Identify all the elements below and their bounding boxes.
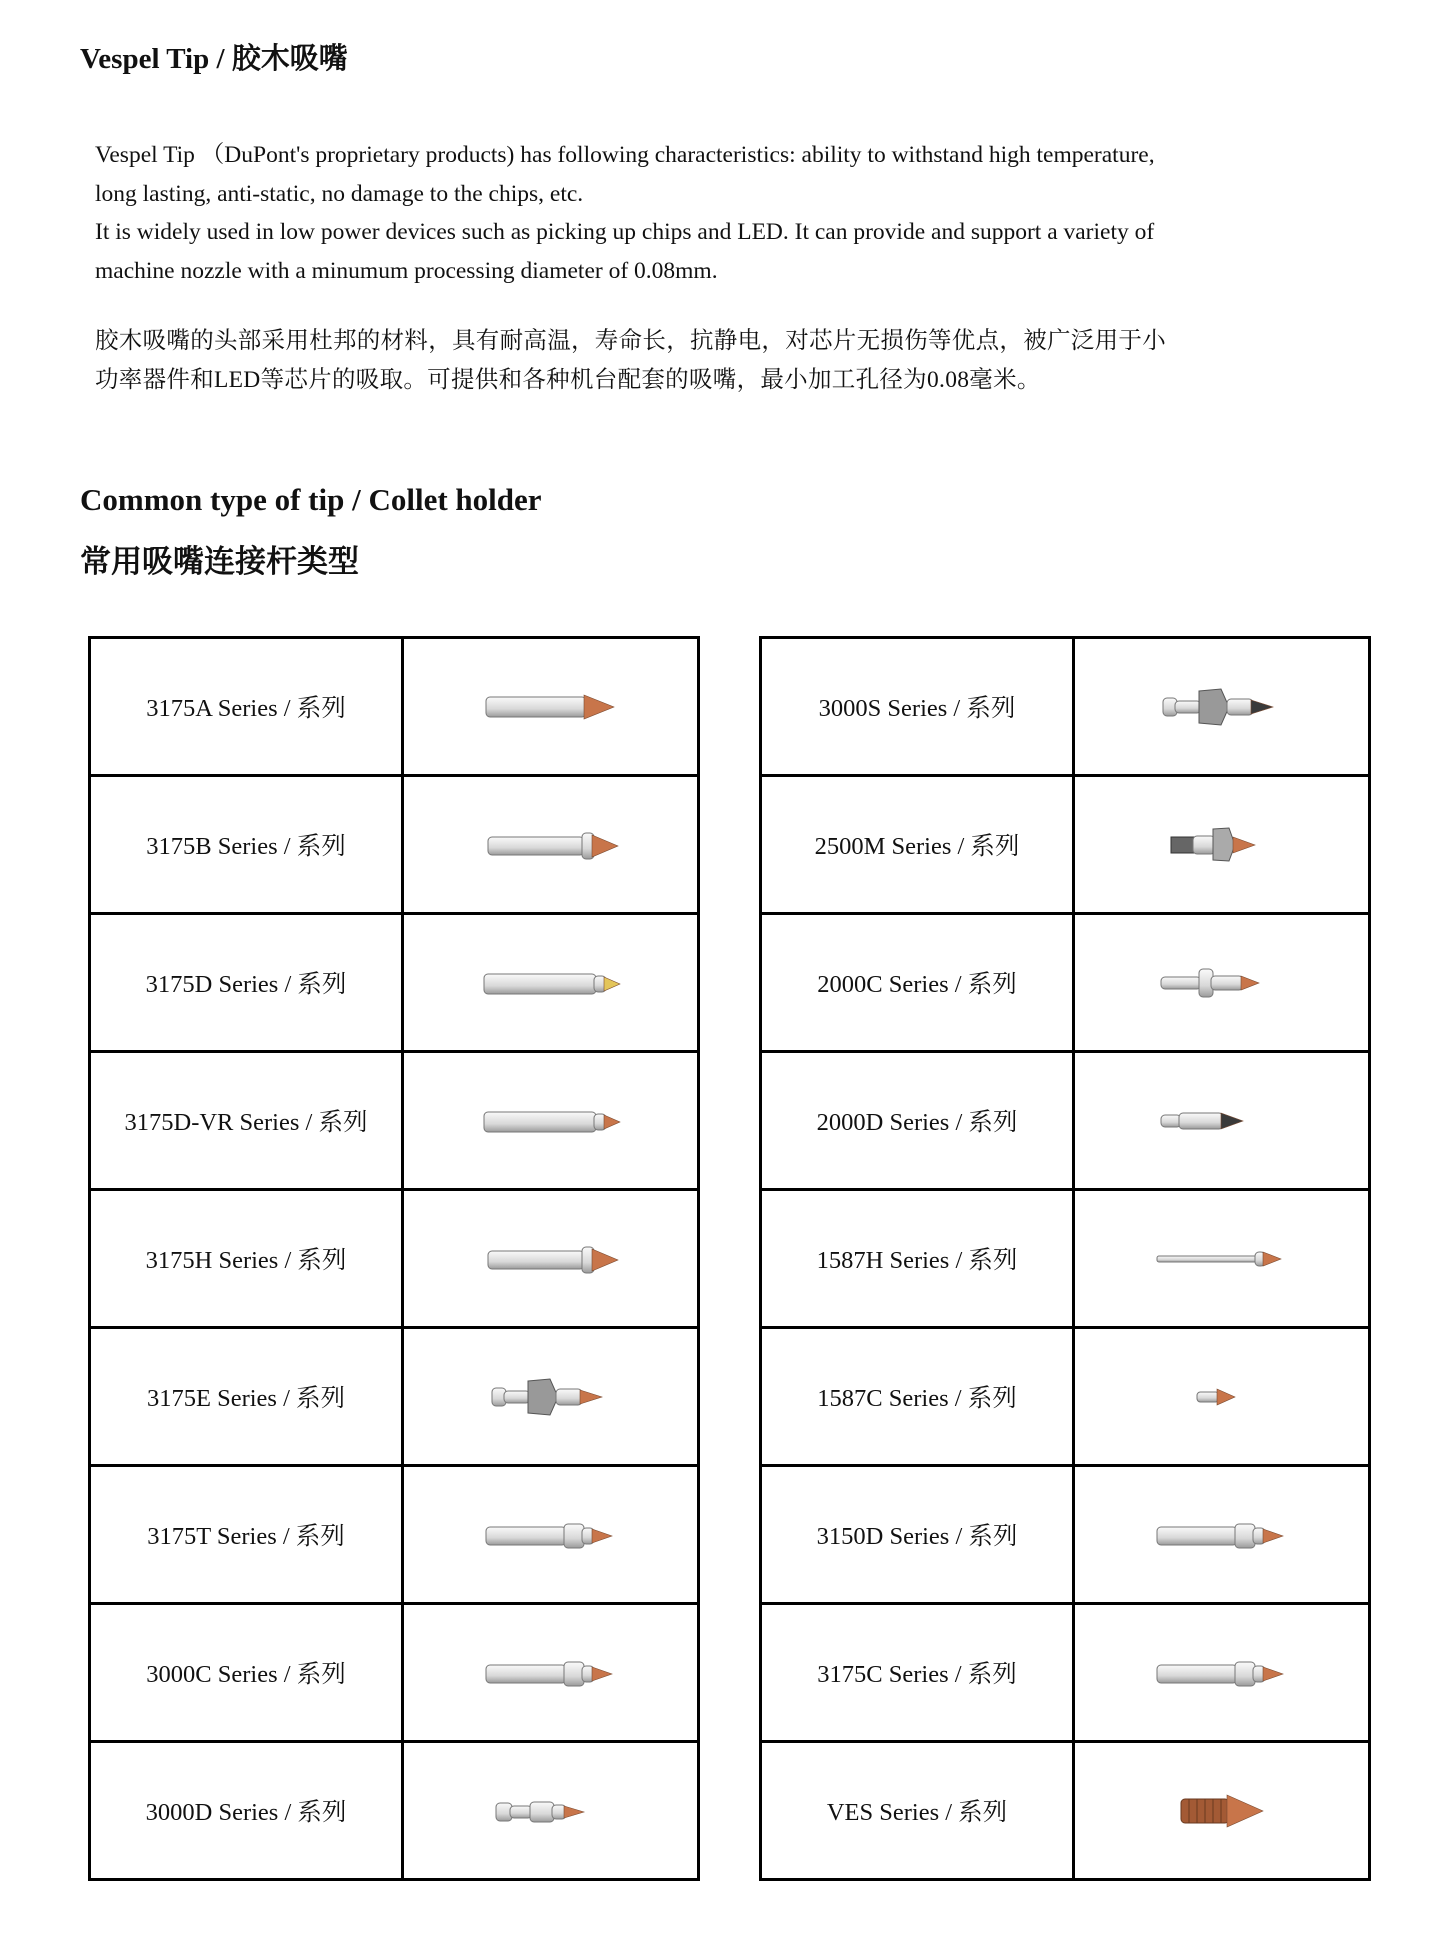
long-nozzle-icon	[466, 957, 636, 1009]
hex-nozzle-icon	[466, 1371, 636, 1423]
collar-nozzle-icon	[466, 819, 636, 871]
intro-line: It is widely used in low power devices such as picking up chips and LED. It can provide and support a variety of	[95, 219, 1155, 245]
hex-nozzle-icon	[1137, 681, 1307, 733]
nozzle-image	[1074, 1190, 1370, 1328]
step-nozzle-icon	[466, 1647, 636, 1699]
series-row	[761, 1328, 1370, 1466]
nozzle-image	[403, 638, 699, 776]
series-row	[90, 914, 699, 1052]
page-title: Vespel Tip / 胶木吸嘴	[80, 43, 348, 75]
threaded-nozzle-icon	[1137, 819, 1307, 871]
series-row	[761, 776, 1370, 914]
nozzle-image	[403, 1052, 699, 1190]
flange-nozzle-icon	[1137, 957, 1307, 1009]
long-nozzle-icon	[466, 1095, 636, 1147]
intro-english	[95, 136, 1415, 290]
intro-chinese	[95, 322, 1415, 399]
series-row	[761, 1466, 1370, 1604]
intro-line: 功率器件和LED等芯片的吸取。可提供和各种机台配套的吸嘴，最小加工孔径为0.08毫米。	[95, 366, 1041, 393]
nozzle-image	[1074, 1604, 1370, 1742]
series-row	[90, 776, 699, 914]
series-label: 3175A Series / 系列	[90, 638, 403, 776]
series-label: 3175T Series / 系列	[90, 1466, 403, 1604]
nozzle-image	[403, 1328, 699, 1466]
series-label: 1587H Series / 系列	[761, 1190, 1074, 1328]
nozzle-image	[1074, 1052, 1370, 1190]
step-nozzle-icon	[1137, 1509, 1307, 1561]
section-title-en: Common type of tip / Collet holder	[80, 482, 542, 517]
needle-nozzle-icon	[1137, 1233, 1307, 1285]
series-row	[90, 638, 699, 776]
step-nozzle-icon	[466, 1509, 636, 1561]
series-label: 3175D Series / 系列	[90, 914, 403, 1052]
nozzle-image	[1074, 638, 1370, 776]
series-label: 3000S Series / 系列	[761, 638, 1074, 776]
series-label: 1587C Series / 系列	[761, 1328, 1074, 1466]
intro-line: long lasting, anti-static, no damage to the chips, etc.	[95, 180, 584, 207]
series-row	[761, 1742, 1370, 1880]
series-row	[90, 1742, 699, 1880]
series-label: 2000C Series / 系列	[761, 914, 1074, 1052]
nozzle-image	[1074, 1466, 1370, 1604]
series-row	[90, 1190, 699, 1328]
series-label: 3175B Series / 系列	[90, 776, 403, 914]
series-label: 3175E Series / 系列	[90, 1328, 403, 1466]
nozzle-image	[403, 1466, 699, 1604]
series-label: VES Series / 系列	[761, 1742, 1074, 1880]
intro-line: 胶木吸嘴的头部采用杜邦的材料，具有耐高温，寿命长，抗静电，对芯片无损伤等优点，被广泛用于小	[95, 328, 1166, 354]
series-label: 3000C Series / 系列	[90, 1604, 403, 1742]
nozzle-image	[1074, 1742, 1370, 1880]
plain-nozzle-icon	[466, 681, 636, 733]
section-title-zh: 常用吸嘴连接杆类型	[80, 544, 359, 579]
nozzle-image	[403, 1190, 699, 1328]
step-nozzle-icon	[1137, 1647, 1307, 1699]
nozzle-image	[403, 776, 699, 914]
short-nozzle-icon	[1137, 1095, 1307, 1147]
nozzle-image	[1074, 776, 1370, 914]
series-row	[90, 1604, 699, 1742]
series-label: 3175C Series / 系列	[761, 1604, 1074, 1742]
nozzle-image	[403, 1742, 699, 1880]
nozzle-image	[1074, 914, 1370, 1052]
series-row	[761, 638, 1370, 776]
series-label: 3175D-VR Series / 系列	[90, 1052, 403, 1190]
left-series-table	[88, 636, 700, 1881]
grip-nozzle-icon	[466, 1785, 636, 1837]
series-row	[761, 1052, 1370, 1190]
series-label: 3000D Series / 系列	[90, 1742, 403, 1880]
series-row	[761, 1604, 1370, 1742]
series-row	[761, 914, 1370, 1052]
series-row	[90, 1328, 699, 1466]
right-series-table	[759, 636, 1371, 1881]
nozzle-image	[403, 914, 699, 1052]
series-label: 2000D Series / 系列	[761, 1052, 1074, 1190]
series-row	[90, 1466, 699, 1604]
ribbed-nozzle-icon	[1137, 1785, 1307, 1837]
series-label: 2500M Series / 系列	[761, 776, 1074, 914]
series-label: 3175H Series / 系列	[90, 1190, 403, 1328]
intro-line: machine nozzle with a minumum processing diameter of 0.08mm.	[95, 257, 718, 284]
series-row	[761, 1190, 1370, 1328]
mini-nozzle-icon	[1137, 1371, 1307, 1423]
intro-line: Vespel Tip （DuPont's proprietary products) has following characteristics: ability to withstand high temperature,	[95, 142, 1155, 168]
collar-nozzle-icon	[466, 1233, 636, 1285]
series-label: 3150D Series / 系列	[761, 1466, 1074, 1604]
series-row	[90, 1052, 699, 1190]
nozzle-image	[1074, 1328, 1370, 1466]
nozzle-image	[403, 1604, 699, 1742]
